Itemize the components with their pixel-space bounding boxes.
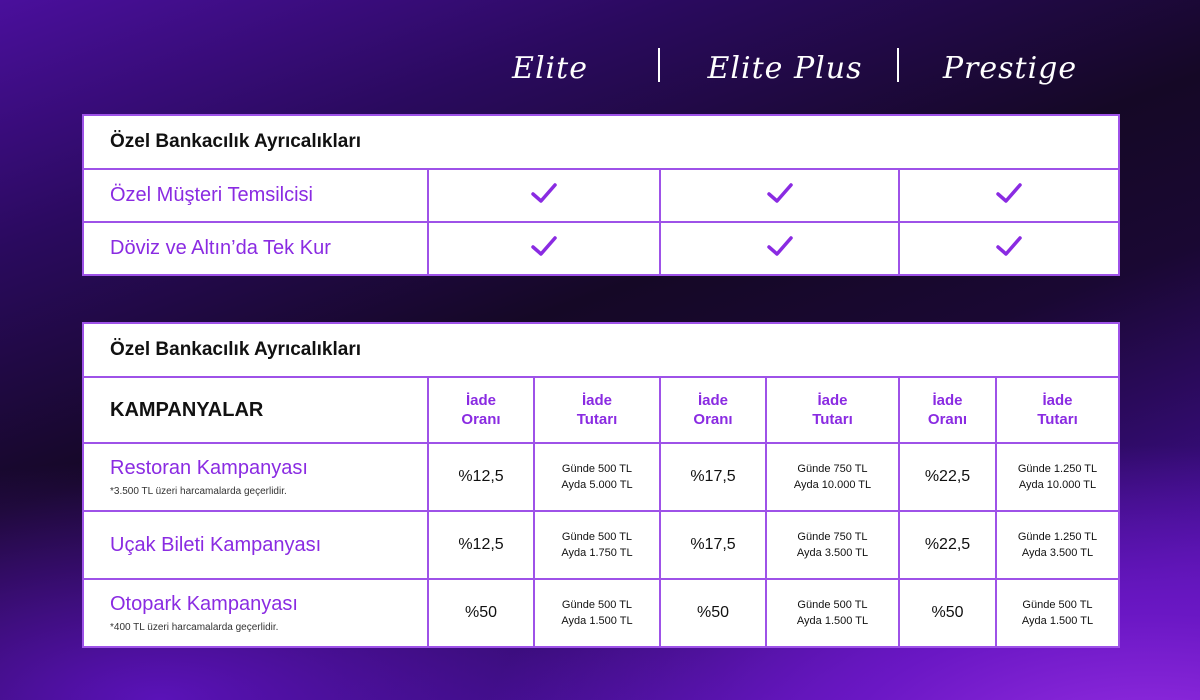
daily-limit: Günde 500 TL (797, 599, 868, 611)
monthly-limit: Ayda 1.500 TL (796, 615, 869, 627)
campaign-note: *400 TL üzeri harcamalarda geçerlidir. (110, 622, 279, 633)
header-line: Tutarı (576, 411, 618, 428)
daily-limit: Günde 750 TL (797, 463, 868, 475)
daily-limit: Günde 750 TL (797, 531, 868, 543)
feature-label: Döviz ve Altın’da Tek Kur (83, 222, 428, 275)
elite-check-cell (428, 169, 660, 222)
elite-plus-check-cell (660, 169, 899, 222)
feature-row (83, 222, 1119, 275)
tier-elite: Elite (512, 50, 588, 86)
tier-separator (897, 48, 899, 82)
header-line: İade (697, 392, 728, 409)
campaign-row (83, 511, 1119, 579)
campaign-name: Uçak Bileti Kampanyası (110, 533, 322, 556)
header-line: Oranı (927, 411, 968, 428)
privileges-title: Özel Bankacılık Ayrıcalıkları (83, 115, 1119, 169)
monthly-limit: Ayda 1.500 TL (561, 615, 633, 627)
header-line: İade (1042, 392, 1073, 409)
daily-limit: Günde 1.250 TL (1017, 463, 1098, 475)
prestige-amount-header (996, 377, 1119, 443)
privileges-title-row (83, 115, 1119, 169)
elite-plus-amount (766, 579, 899, 647)
campaign-name: Restoran Kampanyası (110, 457, 308, 479)
campaign-name-cell (83, 511, 428, 579)
monthly-limit: Ayda 10.000 TL (1018, 479, 1097, 491)
campaign-name-cell (83, 579, 428, 647)
monthly-limit: Ayda 3.500 TL (796, 547, 869, 559)
feature-row (83, 169, 1119, 222)
prestige-amount (996, 443, 1119, 511)
monthly-limit: Ayda 3.500 TL (1021, 547, 1094, 559)
campaign-name: Otopark Kampanyası (110, 593, 298, 615)
checkmark-icon (767, 182, 793, 204)
checkmark-icon (531, 235, 557, 257)
campaign-row (83, 443, 1119, 511)
tier-separator (658, 48, 660, 82)
elite-plus-amount (766, 511, 899, 579)
monthly-limit: Ayda 10.000 TL (793, 479, 872, 491)
tier-elite-plus: Elite Plus (707, 50, 863, 86)
campaigns-title-row (83, 323, 1119, 377)
elite-rate: %12,5 (428, 443, 534, 511)
elite-plus-rate: %17,5 (660, 511, 766, 579)
campaigns-table (82, 322, 1120, 648)
elite-check-cell (428, 222, 660, 275)
campaigns-header-row (83, 377, 1119, 443)
checkmark-icon (531, 182, 557, 204)
monthly-limit: Ayda 1.500 TL (1021, 615, 1094, 627)
checkmark-icon (767, 235, 793, 257)
elite-rate: %12,5 (428, 511, 534, 579)
elite-plus-check-cell (660, 222, 899, 275)
prestige-check-cell (899, 222, 1119, 275)
daily-limit: Günde 500 TL (561, 599, 633, 611)
campaign-row (83, 579, 1119, 647)
header-line: Tutarı (812, 411, 853, 428)
prestige-check-cell (899, 169, 1119, 222)
campaign-name-cell (83, 443, 428, 511)
header-line: İade (817, 392, 848, 409)
header-line: İade (465, 392, 496, 409)
prestige-amount (996, 579, 1119, 647)
checkmark-icon (996, 235, 1022, 257)
prestige-rate: %22,5 (899, 443, 996, 511)
daily-limit: Günde 500 TL (1022, 599, 1093, 611)
daily-limit: Günde 500 TL (561, 463, 633, 475)
daily-limit: Günde 500 TL (561, 531, 633, 543)
feature-label: Özel Müşteri Temsilcisi (83, 169, 428, 222)
monthly-limit: Ayda 5.000 TL (561, 479, 633, 491)
elite-amount (534, 443, 660, 511)
checkmark-icon (996, 182, 1022, 204)
campaigns-header-label: KAMPANYALAR (83, 377, 428, 443)
campaigns-title: Özel Bankacılık Ayrıcalıkları (83, 323, 1119, 377)
elite-rate-header (428, 377, 534, 443)
tier-prestige: Prestige (942, 50, 1078, 86)
elite-amount (534, 511, 660, 579)
monthly-limit: Ayda 1.750 TL (561, 547, 633, 559)
elite-rate: %50 (428, 579, 534, 647)
elite-plus-rate: %50 (660, 579, 766, 647)
prestige-rate: %22,5 (899, 511, 996, 579)
prestige-rate: %50 (899, 579, 996, 647)
header-line: Oranı (693, 411, 733, 428)
elite-plus-amount-header (766, 377, 899, 443)
prestige-rate-header (899, 377, 996, 443)
elite-plus-rate-header (660, 377, 766, 443)
privileges-table (82, 114, 1120, 276)
elite-plus-rate: %17,5 (660, 443, 766, 511)
header-line: İade (932, 392, 963, 409)
elite-plus-amount (766, 443, 899, 511)
header-line: Oranı (461, 411, 501, 428)
campaign-note: *3.500 TL üzeri harcamalarda geçerlidir. (110, 486, 287, 497)
header-line: Tutarı (1037, 411, 1078, 428)
elite-amount (534, 579, 660, 647)
elite-amount-header (534, 377, 660, 443)
header-line: İade (581, 392, 612, 409)
daily-limit: Günde 1.250 TL (1017, 531, 1098, 543)
prestige-amount (996, 511, 1119, 579)
